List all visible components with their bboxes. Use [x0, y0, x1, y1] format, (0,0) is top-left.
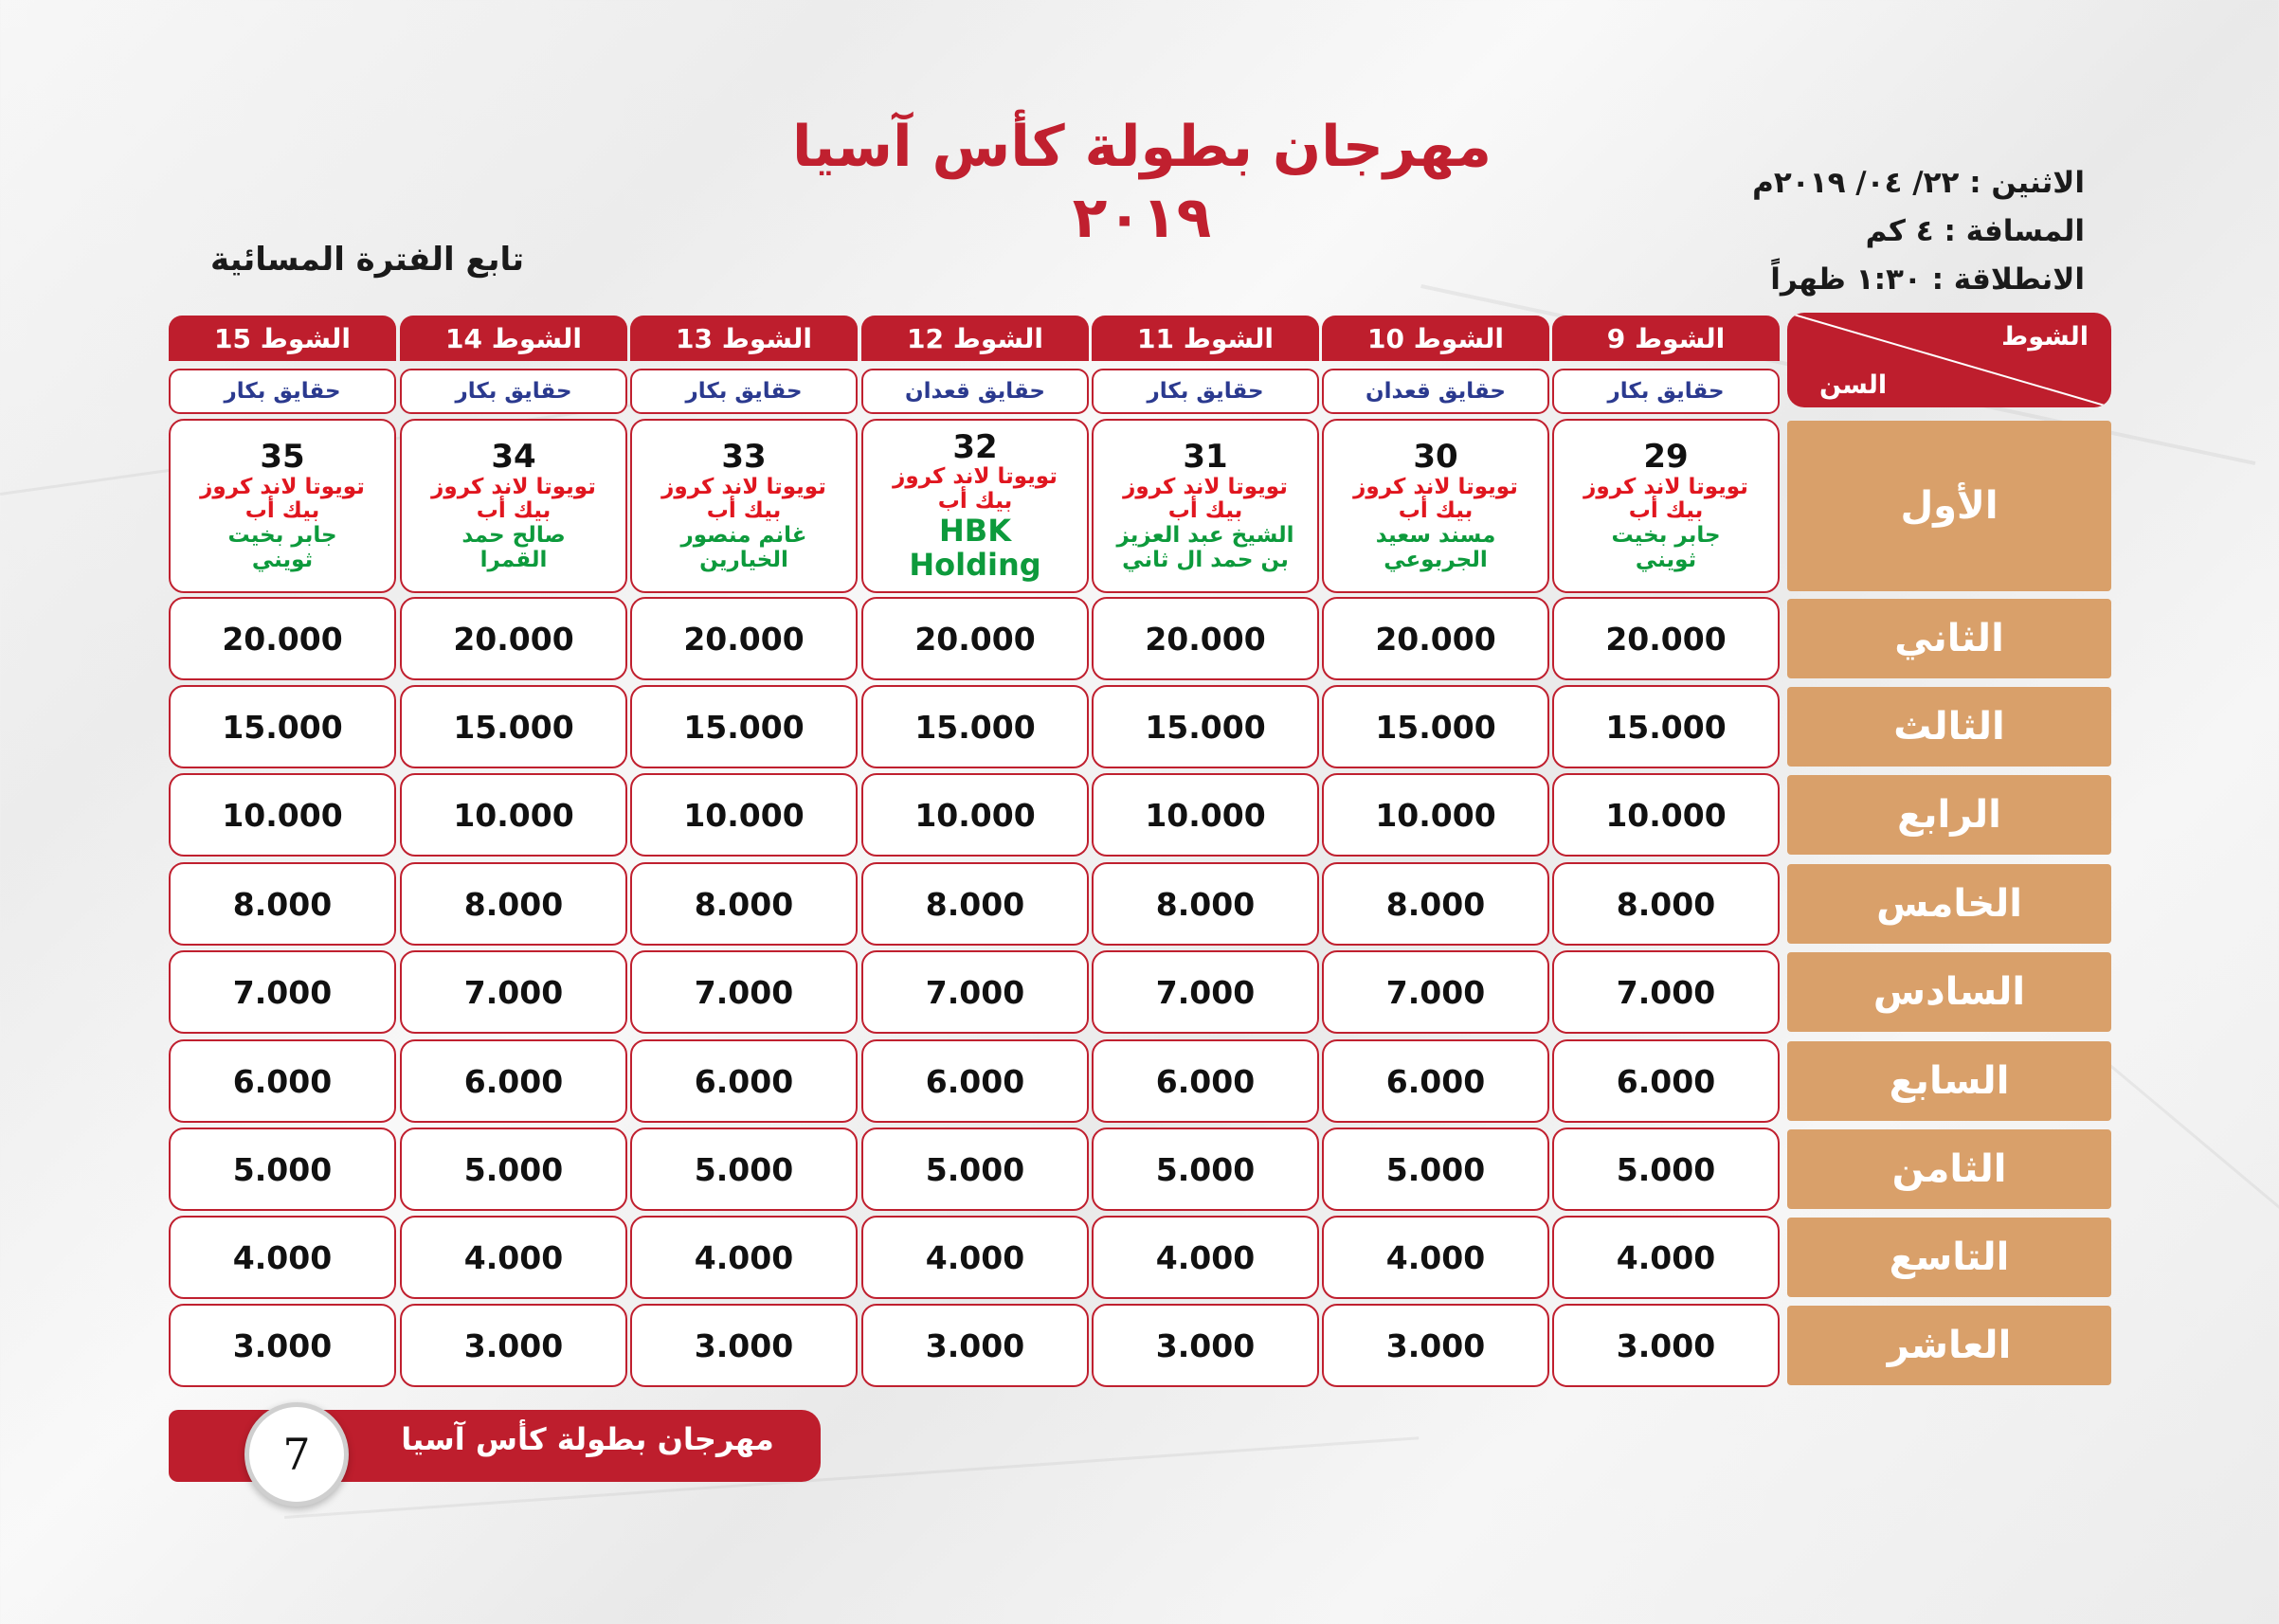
prize-cell: 8.000 — [1322, 862, 1549, 946]
prize-cell: 5.000 — [169, 1128, 396, 1211]
prize-number: 33 — [721, 438, 767, 477]
prize-owner: القمرا — [479, 547, 548, 572]
prize-cell: 5.000 — [1322, 1128, 1549, 1211]
prize-cell: 7.000 — [169, 950, 396, 1034]
prize-car: تويوتا لاند كروز — [431, 474, 596, 499]
prize-cell: 8.000 — [1092, 862, 1319, 946]
prize-cell: 8.000 — [630, 862, 858, 946]
period-label: تابع الفترة المسائية — [210, 241, 525, 279]
prize-owner: صالح حمد — [461, 523, 566, 549]
corner-age-label: السن — [1819, 370, 1888, 400]
prize-cell: 10.000 — [169, 773, 396, 857]
rank-label: الخامس — [1787, 864, 2111, 944]
race-sponsor: حقايق قعدان — [861, 369, 1089, 414]
race-distance: المسافة : ٤ كم — [1865, 214, 2085, 248]
prize-owner: مسند سعيد — [1375, 523, 1496, 549]
prize-car: تويوتا لاند كروز — [200, 474, 365, 499]
rank-label: العاشر — [1787, 1306, 2111, 1385]
rank-label: الثامن — [1787, 1129, 2111, 1209]
prize-cell: 7.000 — [1322, 950, 1549, 1034]
prize-cell: 5.000 — [1092, 1128, 1319, 1211]
prize-cell: 10.000 — [861, 773, 1089, 857]
prize-number: 32 — [952, 428, 998, 467]
prize-cell: 4.000 — [861, 1216, 1089, 1299]
prize-cell: 20.000 — [1552, 597, 1780, 680]
title-line-1: مهرجان بطولة كأس آسيا — [791, 114, 1492, 180]
prize-cell: 7.000 — [630, 950, 858, 1034]
prize-cell: 20.000 — [861, 597, 1089, 680]
prize-number: 31 — [1183, 438, 1228, 477]
prize-owner: الشيخ عبد العزيز — [1116, 523, 1294, 549]
prize-owner: HBK — [939, 512, 1011, 549]
first-prize-cell — [861, 419, 1089, 593]
prize-cell: 20.000 — [169, 597, 396, 680]
prize-cell: 7.000 — [1092, 950, 1319, 1034]
prize-owner: Holding — [909, 546, 1041, 583]
prize-cell: 3.000 — [861, 1304, 1089, 1387]
page-title — [739, 112, 1545, 254]
race-header: الشوط 14 — [400, 316, 627, 361]
prize-cell: 6.000 — [169, 1039, 396, 1123]
prize-owner: جابر بخيت — [227, 523, 337, 549]
prize-cell: 15.000 — [1092, 685, 1319, 768]
prize-cell: 10.000 — [400, 773, 627, 857]
race-sponsor: حقايق بكار — [400, 369, 627, 414]
rank-label: الثاني — [1787, 599, 2111, 678]
prize-cell: 20.000 — [630, 597, 858, 680]
rank-label: السابع — [1787, 1041, 2111, 1121]
prize-car: تويوتا لاند كروز — [893, 464, 1058, 490]
prize-number: 35 — [260, 438, 305, 477]
prize-car: تويوتا لاند كروز — [1123, 474, 1288, 499]
race-info — [1752, 159, 2085, 304]
prize-cell: 15.000 — [630, 685, 858, 768]
first-prize-cell — [1322, 419, 1549, 593]
prize-car-type: بيك أب — [1398, 498, 1474, 524]
prize-cell: 3.000 — [1092, 1304, 1319, 1387]
race-date: الاثنين : ٢٢/ ٠٤/ ٢٠١٩م — [1752, 166, 2085, 200]
race-sponsor: حقايق بكار — [630, 369, 858, 414]
race-sponsor: حقايق بكار — [1092, 369, 1319, 414]
prize-owner: غانم منصور — [680, 523, 807, 549]
prize-cell: 4.000 — [400, 1216, 627, 1299]
prize-owner: الخيارين — [699, 547, 788, 572]
prize-cell: 8.000 — [400, 862, 627, 946]
prize-cell: 6.000 — [861, 1039, 1089, 1123]
page-number: 7 — [244, 1402, 349, 1507]
prize-cell: 6.000 — [400, 1039, 627, 1123]
race-header: الشوط 9 — [1552, 316, 1780, 361]
prize-car-type: بيك أب — [706, 498, 782, 524]
prize-cell: 10.000 — [1322, 773, 1549, 857]
first-prize-cell — [400, 419, 627, 593]
race-header: الشوط 11 — [1092, 316, 1319, 361]
prize-cell: 8.000 — [169, 862, 396, 946]
prize-car: تويوتا لاند كروز — [1583, 474, 1748, 499]
marble-vein — [2083, 1042, 2279, 1227]
prize-cell: 20.000 — [400, 597, 627, 680]
race-header: الشوط 13 — [630, 316, 858, 361]
table-corner-header — [1787, 313, 2111, 407]
rank-label: السادس — [1787, 952, 2111, 1032]
rank-label: الثالث — [1787, 687, 2111, 767]
prize-owner: الجربوعي — [1384, 547, 1488, 572]
prize-cell: 20.000 — [1322, 597, 1549, 680]
race-sponsor: حقايق بكار — [169, 369, 396, 414]
prize-cell: 4.000 — [1092, 1216, 1319, 1299]
prize-car-type: بيك أب — [1628, 498, 1704, 524]
prize-cell: 4.000 — [1552, 1216, 1780, 1299]
rank-label: الأول — [1787, 421, 2111, 591]
prize-cell: 5.000 — [861, 1128, 1089, 1211]
prize-car: تويوتا لاند كروز — [661, 474, 826, 499]
prize-cell: 10.000 — [630, 773, 858, 857]
footer-title: مهرجان بطولة كأس آسيا — [401, 1421, 774, 1457]
prize-cell: 6.000 — [1552, 1039, 1780, 1123]
prize-cell: 6.000 — [1092, 1039, 1319, 1123]
first-prize-cell — [630, 419, 858, 593]
first-prize-cell — [1552, 419, 1780, 593]
prize-cell: 3.000 — [400, 1304, 627, 1387]
prize-number: 30 — [1413, 438, 1458, 477]
prize-cell: 6.000 — [630, 1039, 858, 1123]
prize-car: تويوتا لاند كروز — [1353, 474, 1518, 499]
prize-car-type: بيك أب — [937, 489, 1013, 514]
prize-cell: 7.000 — [400, 950, 627, 1034]
prize-cell: 4.000 — [630, 1216, 858, 1299]
corner-race-label: الشوط — [2001, 322, 2089, 352]
race-header: الشوط 10 — [1322, 316, 1549, 361]
prize-owner: جابر بخيت — [1611, 523, 1721, 549]
prize-cell: 4.000 — [169, 1216, 396, 1299]
prize-cell: 3.000 — [630, 1304, 858, 1387]
prize-cell: 3.000 — [1322, 1304, 1549, 1387]
race-sponsor: حقايق بكار — [1552, 369, 1780, 414]
race-start-time: الانطلاقة : ١:٣٠ ظهراً — [1770, 262, 2085, 297]
prize-cell: 5.000 — [400, 1128, 627, 1211]
prize-cell: 15.000 — [400, 685, 627, 768]
prize-cell: 15.000 — [169, 685, 396, 768]
prize-car-type: بيك أب — [476, 498, 552, 524]
race-header: الشوط 12 — [861, 316, 1089, 361]
prize-cell: 10.000 — [1552, 773, 1780, 857]
prize-cell: 7.000 — [861, 950, 1089, 1034]
prize-cell: 5.000 — [1552, 1128, 1780, 1211]
rank-label: التاسع — [1787, 1218, 2111, 1297]
prize-cell: 4.000 — [1322, 1216, 1549, 1299]
prize-cell: 10.000 — [1092, 773, 1319, 857]
prize-owner: ثويني — [251, 547, 314, 572]
prize-number: 29 — [1643, 438, 1689, 477]
first-prize-cell — [169, 419, 396, 593]
race-header: الشوط 15 — [169, 316, 396, 361]
prize-car-type: بيك أب — [244, 498, 320, 524]
prize-cell: 20.000 — [1092, 597, 1319, 680]
prize-cell: 8.000 — [1552, 862, 1780, 946]
race-sponsor: حقايق قعدان — [1322, 369, 1549, 414]
prize-cell: 15.000 — [1552, 685, 1780, 768]
first-prize-cell — [1092, 419, 1319, 593]
prize-car-type: بيك أب — [1167, 498, 1243, 524]
prize-cell: 8.000 — [861, 862, 1089, 946]
prize-cell: 6.000 — [1322, 1039, 1549, 1123]
prize-cell: 15.000 — [861, 685, 1089, 768]
prize-number: 34 — [491, 438, 536, 477]
prize-cell: 7.000 — [1552, 950, 1780, 1034]
prize-owner: بن حمد ال ثاني — [1122, 547, 1289, 572]
prize-owner: ثويني — [1635, 547, 1697, 572]
prize-cell: 3.000 — [169, 1304, 396, 1387]
prize-cell: 15.000 — [1322, 685, 1549, 768]
prize-cell: 5.000 — [630, 1128, 858, 1211]
rank-label: الرابع — [1787, 775, 2111, 855]
prize-cell: 3.000 — [1552, 1304, 1780, 1387]
title-line-2: ٢٠١٩ — [1072, 185, 1212, 251]
